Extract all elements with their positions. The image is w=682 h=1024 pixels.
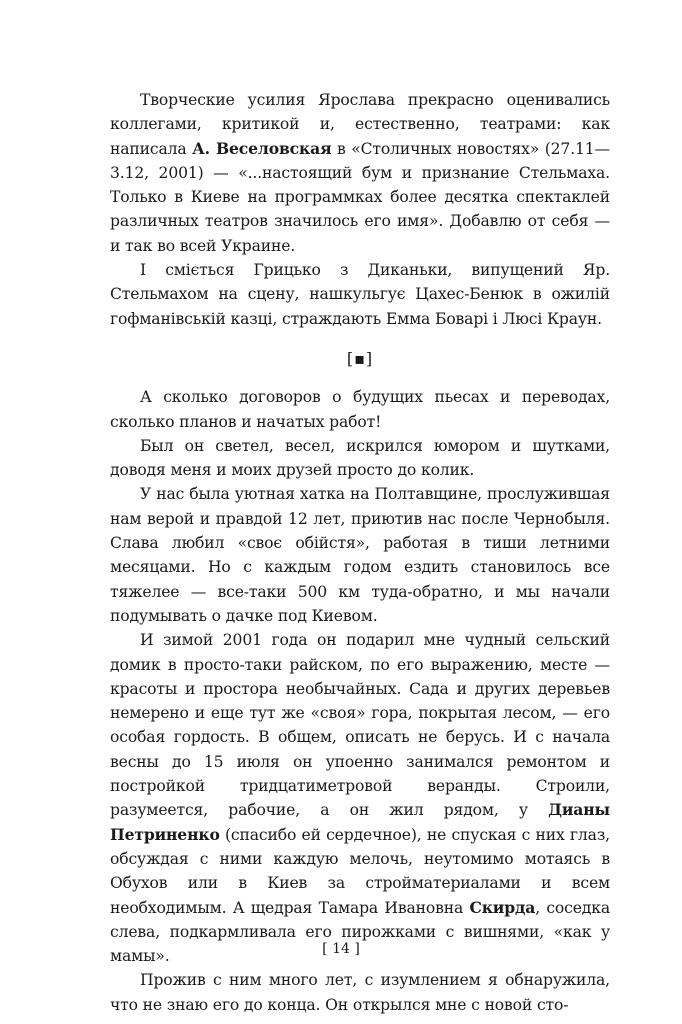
text-segment: И зимой 2001 года он подарил мне чудный сельский домик в просто-таки райском, по его выражению, месте — красоты и простора необычайных. Сада и других деревьев немерено и еще тут же «своя» гора, покрытая лесом, — его особая гордость. В общем, описать не берусь. И с начала весны до 15 июля он упоенно занимался ремонтом и постройкой тридцатиметровой веранды. Строили, разумеется, рабочие, а он жил рядом, у (110, 631, 610, 820)
paragraph (110, 258, 610, 331)
text-segment: А сколько договоров о будущих пьесах и переводах, сколько планов и начатых работ! (110, 388, 610, 431)
text-segment: в «Столичных новостях» (27.11—3.12, 2001) — «...настоящий бум и признание Стельмаха. Только в Киеве на программках более десятка спектаклей различных театров значилось его имя». Добавлю от себя — и так во всей Украине. (110, 139, 610, 255)
separator-mark: [▪] (346, 348, 374, 368)
bold-name: А. Веселовская (192, 138, 332, 158)
paragraph-group-before (110, 88, 610, 331)
paragraph (110, 968, 610, 1017)
bold-name: Дианы Петриненко (110, 800, 610, 844)
text-segment: Творческие усилия Ярослава прекрасно оценивались коллегами, критикой и, естественно, театрами: как написала (110, 91, 610, 158)
section-separator (110, 347, 610, 371)
bold-name: Скирда (469, 897, 536, 917)
paragraph-group-after (110, 385, 610, 1017)
paragraph (110, 434, 610, 483)
text-segment: У нас была уютная хатка на Полтавщине, прослужившая нам верой и правдой 12 лет, приютив нас после Чернобыля. Слава любил «своє обійстя», работая в тиши летними месяцами. Но с каждым годом ездить становилось все тяжелее — все-таки 500 км туда-обратно, и мы начали подумывать о дачке под Киевом. (110, 485, 610, 625)
text-segment: , соседка слева, подкармливала его пирожками с вишнями, «как у мамы». (110, 898, 610, 966)
text-segment: І сміється Грицько з Диканьки, випущений Яр. Стельмахом на сцену, нашкульгує Цахес-Бенюк в ожилій гофманівській казці, страждають Емма Боварі і Люсі Краун. (110, 261, 610, 328)
page-number: [ 14 ] (322, 941, 360, 957)
text-segment: (спасибо ей сердечное), не спуская с них глаз, обсуждая с ними каждую мелочь, неутомимо мотаясь в Обухов или в Киев за стройматериалами и всем необходимым. А щедрая Тамара Ивановна (110, 825, 610, 917)
text-segment: Прожив с ним много лет, с изумлением я обнаружила, что не знаю его до конца. Он открылся мне с новой сто- (110, 971, 610, 1014)
text-segment: Был он светел, весел, искрился юмором и шутками, доводя меня и моих друзей просто до колик. (110, 436, 610, 480)
paragraph (110, 385, 610, 434)
body-text (110, 88, 610, 1017)
paragraph (110, 628, 610, 968)
paragraph (110, 482, 610, 628)
paragraph (110, 88, 610, 258)
